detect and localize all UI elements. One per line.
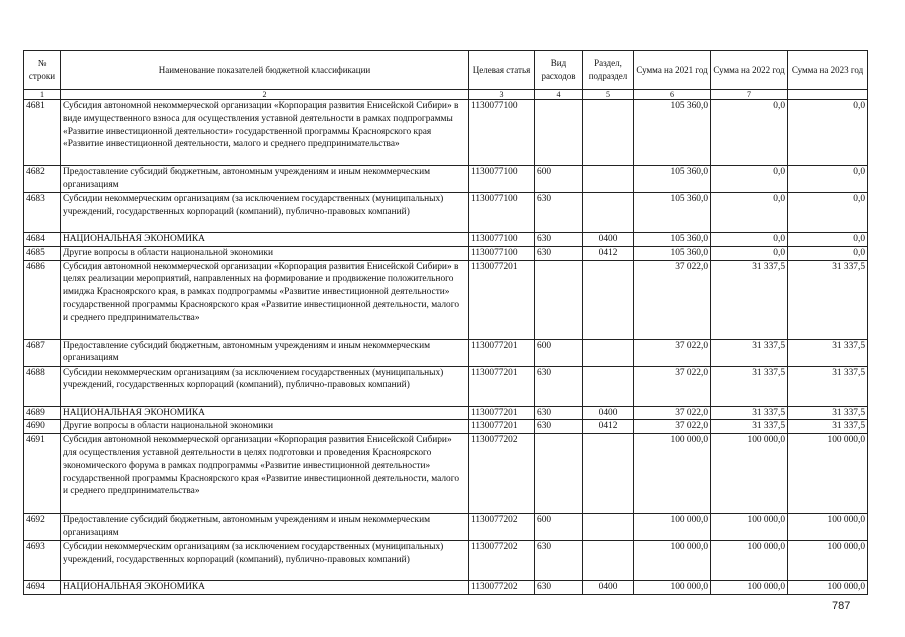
row-sum-2021: 105 360,0 (634, 246, 711, 260)
header-kind: Вид расходов (535, 51, 583, 90)
table-row (24, 514, 868, 541)
row-sum-2021: 37 022,0 (634, 406, 711, 420)
row-sum-2021: 105 360,0 (634, 166, 711, 193)
row-name: НАЦИОНАЛЬНАЯ ЭКОНОМИКА (61, 581, 469, 595)
row-sum-2023: 31 337,5 (788, 339, 868, 366)
row-kind: 600 (535, 166, 583, 193)
column-number: 4 (535, 90, 583, 100)
column-number: 3 (469, 90, 535, 100)
row-sum-2022: 100 000,0 (711, 514, 788, 541)
column-number: 2 (61, 90, 469, 100)
row-number: 4681 (24, 100, 61, 166)
row-number: 4694 (24, 581, 61, 595)
row-sum-2022: 31 337,5 (711, 420, 788, 434)
row-kind: 630 (535, 193, 583, 233)
row-target: 1130077201 (469, 339, 535, 366)
row-kind: 630 (535, 406, 583, 420)
row-kind: 630 (535, 246, 583, 260)
row-sum-2021: 100 000,0 (634, 541, 711, 581)
row-target: 1130077202 (469, 581, 535, 595)
row-sum-2023: 100 000,0 (788, 514, 868, 541)
row-sum-2022: 0,0 (711, 166, 788, 193)
table-row (24, 581, 868, 595)
row-section (583, 166, 634, 193)
row-section (583, 339, 634, 366)
header-row-no: № строки (24, 51, 61, 90)
table-row (24, 366, 868, 406)
row-name: Предоставление субсидий бюджетным, автономным учреждениям и иным некоммерческим организациям (61, 514, 469, 541)
row-section (583, 514, 634, 541)
row-sum-2023: 0,0 (788, 166, 868, 193)
table-row (24, 434, 868, 514)
table-row (24, 541, 868, 581)
row-section (583, 541, 634, 581)
table-row (24, 246, 868, 260)
row-name: НАЦИОНАЛЬНАЯ ЭКОНОМИКА (61, 233, 469, 247)
row-target: 1130077201 (469, 406, 535, 420)
row-number: 4684 (24, 233, 61, 247)
row-name: Субсидия автономной некоммерческой организации «Корпорация развития Енисейской Сибири» в целях реализации мероприятий, направленных на формирование и продвижение положительного имиджа Красноярского края, в рамках подпрограммы «Развитие инвестиционной деятельности» государственной программы Красноярского края «Развитие инвестиционной деятельности, малого и среднего предпринимательства» (61, 260, 469, 339)
row-target: 1130077202 (469, 434, 535, 514)
row-number: 4686 (24, 260, 61, 339)
row-sum-2023: 0,0 (788, 233, 868, 247)
row-section (583, 100, 634, 166)
table-row (24, 260, 868, 339)
row-sum-2023: 31 337,5 (788, 420, 868, 434)
page-number: 787 (832, 600, 851, 612)
row-section: 0412 (583, 246, 634, 260)
row-kind: 630 (535, 541, 583, 581)
row-number: 4682 (24, 166, 61, 193)
row-sum-2021: 100 000,0 (634, 514, 711, 541)
column-number: 6 (634, 90, 711, 100)
table-row (24, 339, 868, 366)
row-sum-2022: 0,0 (711, 246, 788, 260)
row-kind: 630 (535, 233, 583, 247)
header-sum-2023: Сумма на 2023 год (788, 51, 868, 90)
row-sum-2022: 0,0 (711, 100, 788, 166)
row-target: 1130077100 (469, 100, 535, 166)
row-target: 1130077100 (469, 233, 535, 247)
row-number: 4689 (24, 406, 61, 420)
row-target: 1130077201 (469, 260, 535, 339)
row-target: 1130077201 (469, 420, 535, 434)
row-number: 4693 (24, 541, 61, 581)
column-number-row (24, 90, 868, 100)
row-kind: 630 (535, 420, 583, 434)
row-name: Другие вопросы в области национальной экономики (61, 420, 469, 434)
row-target: 1130077100 (469, 193, 535, 233)
row-number: 4691 (24, 434, 61, 514)
row-sum-2022: 31 337,5 (711, 339, 788, 366)
row-sum-2021: 37 022,0 (634, 339, 711, 366)
row-number: 4692 (24, 514, 61, 541)
row-sum-2023: 31 337,5 (788, 406, 868, 420)
table-row (24, 166, 868, 193)
row-section: 0400 (583, 233, 634, 247)
row-sum-2022: 0,0 (711, 233, 788, 247)
row-sum-2023: 0,0 (788, 100, 868, 166)
row-section: 0400 (583, 406, 634, 420)
row-number: 4688 (24, 366, 61, 406)
row-sum-2023: 0,0 (788, 193, 868, 233)
table-row (24, 193, 868, 233)
row-sum-2021: 100 000,0 (634, 434, 711, 514)
row-name: Другие вопросы в области национальной экономики (61, 246, 469, 260)
table-row (24, 420, 868, 434)
table-row (24, 233, 868, 247)
row-name: Предоставление субсидий бюджетным, автономным учреждениям и иным некоммерческим организациям (61, 339, 469, 366)
budget-table (23, 50, 868, 595)
header-sum-2021: Сумма на 2021 год (634, 51, 711, 90)
row-kind (535, 100, 583, 166)
row-sum-2022: 0,0 (711, 193, 788, 233)
row-kind: 600 (535, 339, 583, 366)
row-section: 0412 (583, 420, 634, 434)
row-sum-2021: 37 022,0 (634, 420, 711, 434)
row-number: 4690 (24, 420, 61, 434)
row-name: Предоставление субсидий бюджетным, автономным учреждениям и иным некоммерческим организациям (61, 166, 469, 193)
header-name: Наименование показателей бюджетной классификации (61, 51, 469, 90)
row-section (583, 193, 634, 233)
row-kind: 630 (535, 366, 583, 406)
row-sum-2023: 100 000,0 (788, 541, 868, 581)
row-sum-2023: 31 337,5 (788, 366, 868, 406)
row-sum-2022: 100 000,0 (711, 541, 788, 581)
row-name: НАЦИОНАЛЬНАЯ ЭКОНОМИКА (61, 406, 469, 420)
row-target: 1130077100 (469, 246, 535, 260)
row-name: Субсидия автономной некоммерческой организации «Корпорация развития Енисейской Сибири» для осуществления уставной деятельности в целях подготовки и проведения Красноярского экономического форума в рамках подпрограммы «Развитие инвестиционной деятельности» государственной программы Красноярского края «Развитие инвестиционной деятельности, малого и среднего предпринимательства» (61, 434, 469, 514)
row-sum-2023: 31 337,5 (788, 260, 868, 339)
header-target: Целевая статья (469, 51, 535, 90)
header-section: Раздел, подраздел (583, 51, 634, 90)
column-number: 1 (24, 90, 61, 100)
row-number: 4683 (24, 193, 61, 233)
row-target: 1130077202 (469, 514, 535, 541)
row-kind: 600 (535, 514, 583, 541)
row-sum-2021: 37 022,0 (634, 366, 711, 406)
row-number: 4687 (24, 339, 61, 366)
row-name: Субсидии некоммерческим организациям (за исключением государственных (муниципальных) учреждений, государственных корпораций (компаний), публично-правовых компаний) (61, 541, 469, 581)
row-name: Субсидия автономной некоммерческой организации «Корпорация развития Енисейской Сибири» в виде имущественного взноса для осуществления уставной деятельности в рамках подпрограммы «Развитие инвестиционной деятельности» государственной программы Красноярского края «Развитие инвестиционной деятельности, малого и среднего предпринимательства» (61, 100, 469, 166)
row-name: Субсидии некоммерческим организациям (за исключением государственных (муниципальных) учреждений, государственных корпораций (компаний), публично-правовых компаний) (61, 193, 469, 233)
row-name: Субсидии некоммерческим организациям (за исключением государственных (муниципальных) учреждений, государственных корпораций (компаний), публично-правовых компаний) (61, 366, 469, 406)
row-sum-2021: 105 360,0 (634, 100, 711, 166)
row-sum-2022: 31 337,5 (711, 366, 788, 406)
row-sum-2022: 31 337,5 (711, 406, 788, 420)
column-number: 5 (583, 90, 634, 100)
row-sum-2021: 105 360,0 (634, 193, 711, 233)
row-sum-2023: 100 000,0 (788, 581, 868, 595)
row-sum-2021: 100 000,0 (634, 581, 711, 595)
row-sum-2022: 31 337,5 (711, 260, 788, 339)
header-sum-2022: Сумма на 2022 год (711, 51, 788, 90)
row-kind (535, 434, 583, 514)
row-section: 0400 (583, 581, 634, 595)
row-kind: 630 (535, 581, 583, 595)
row-sum-2023: 0,0 (788, 246, 868, 260)
row-section (583, 366, 634, 406)
row-sum-2021: 105 360,0 (634, 233, 711, 247)
row-target: 1130077201 (469, 366, 535, 406)
row-number: 4685 (24, 246, 61, 260)
table-row (24, 406, 868, 420)
column-number: 7 (711, 90, 788, 100)
table-row (24, 100, 868, 166)
row-sum-2023: 100 000,0 (788, 434, 868, 514)
row-target: 1130077100 (469, 166, 535, 193)
row-sum-2022: 100 000,0 (711, 581, 788, 595)
row-section (583, 260, 634, 339)
header-row (24, 51, 868, 90)
column-number (788, 90, 868, 100)
row-sum-2021: 37 022,0 (634, 260, 711, 339)
row-kind (535, 260, 583, 339)
row-sum-2022: 100 000,0 (711, 434, 788, 514)
row-target: 1130077202 (469, 541, 535, 581)
row-section (583, 434, 634, 514)
